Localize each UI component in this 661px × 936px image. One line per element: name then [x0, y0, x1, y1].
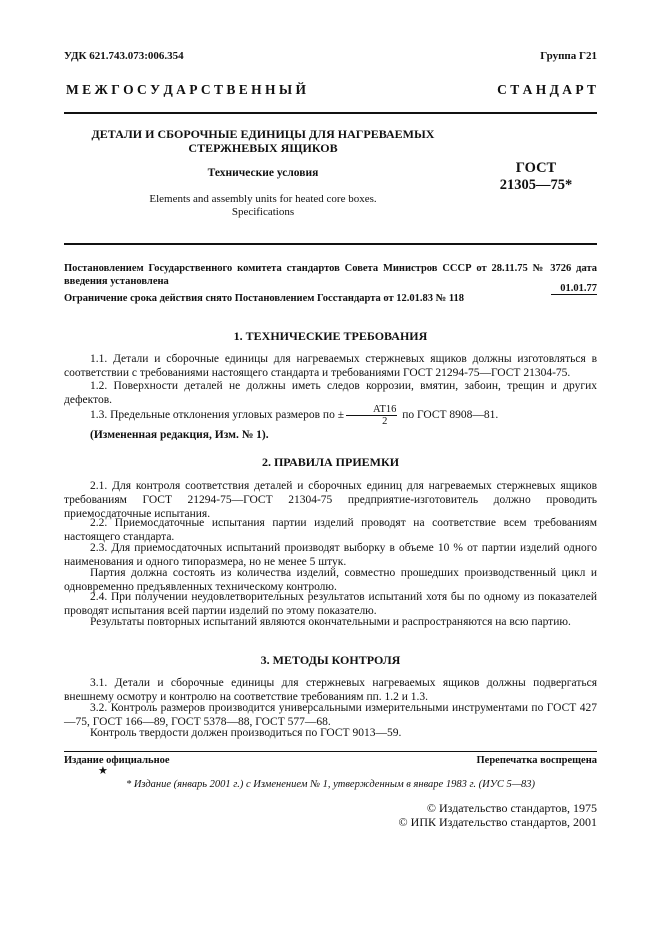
section-1-heading: 1. ТЕХНИЧЕСКИЕ ТРЕБОВАНИЯ	[233, 329, 428, 343]
paragraph-1-2: 1.2. Поверхности деталей не должны иметь следов коррозии, вмятин, забоин, трещин и других дефектов.	[64, 380, 597, 406]
paragraph-1-3-text: 1.3. Предельные отклонения угловых размеров по ±	[90, 409, 345, 422]
paragraph-2-3-batch: Партия должна состоять из количества изделий, совместно прошедших производственный цикл и одновременно предъявленных техническому контролю.	[64, 567, 597, 593]
paragraph-2-1: 2.1. Для контроля соответствия деталей и сборочных единиц для нагреваемых стержневых ящиков требованиям ГОСТ 21294-75—ГОСТ 21304-75 предприятие-изготовитель должно проводить приемосдаточные испытания.	[64, 480, 597, 520]
title-rule	[64, 243, 597, 245]
decree-text: Постановлением Государственного комитета стандартов Совета Министров СССР от 28.11.75 № 3726 дата введения установлена	[64, 263, 597, 288]
title-line-2: СТЕРЖНЕВЫХ ЯЩИКОВ	[188, 140, 338, 155]
standard-banner	[66, 82, 596, 98]
tolerance-fraction	[346, 404, 397, 427]
limit-removed: Ограничение срока действия снято Постановлением Госстандарта от 12.01.83 № 118	[64, 293, 464, 304]
paragraph-3-2-hardness: Контроль твердости должен производиться по ГОСТ 9013—59.	[90, 727, 402, 739]
banner-right: С Т А Н Д А Р Т	[497, 82, 596, 97]
paragraph-2-4-results: Результаты повторных испытаний являются окончательными и распространяются на всю партию.	[90, 616, 571, 628]
copyright-1975: © Издательство стандартов, 1975	[426, 801, 597, 815]
section-3-heading: 3. МЕТОДЫ КОНТРОЛЯ	[260, 653, 401, 667]
gost-label: ГОСТ	[515, 160, 557, 176]
paragraph-1-3-ref: по ГОСТ 8908—81.	[402, 409, 499, 422]
fraction-denominator: 2	[382, 416, 388, 428]
gost-designation	[486, 160, 586, 193]
english-title	[70, 193, 456, 219]
banner-left: М Е Ж Г О С У Д А Р С Т В Е Н Н Ы Й	[66, 82, 307, 97]
gost-number: 21305—75*	[499, 176, 573, 193]
english-line-2: Specifications	[231, 206, 295, 219]
paragraph-1-3	[64, 404, 597, 427]
title-line-1: ДЕТАЛИ И СБОРОЧНЫЕ ЕДИНИЦЫ ДЛЯ НАГРЕВАЕМЫХ	[91, 127, 435, 141]
document-subtitle: Технические условия	[207, 167, 319, 179]
paragraph-3-2: 3.2. Контроль размеров производится универсальными измерительными инструментами по ГОСТ 427—75, ГОСТ 166—89, ГОСТ 5378—88, ГОСТ 577—68.	[64, 702, 597, 728]
english-line-1: Elements and assembly units for heated core boxes.	[149, 193, 377, 205]
official-edition: Издание официальное	[64, 755, 170, 766]
fraction-numerator: AT16	[346, 404, 397, 416]
effective-date: 01.01.77	[560, 283, 597, 294]
paragraph-2-3: 2.3. Для приемосдаточных испытаний производят выборку в объеме 10 % от партии изделий одного наименования и одного типоразмера, но не менее 5 штук.	[64, 542, 597, 568]
star-icon: ★	[98, 765, 108, 777]
group-code: Группа Г21	[540, 50, 597, 62]
top-rule	[64, 112, 597, 114]
paragraph-3-1: 3.1. Детали и сборочные единицы для стержневых нагреваемых ящиков должны подвергаться внешнему осмотру и контролю на соответствие требованиям пп. 1.2 и 1.3.	[64, 677, 597, 703]
reprint-prohibited: Перепечатка воспрещена	[476, 755, 597, 766]
copyright-2001: © ИПК Издательство стандартов, 2001	[398, 815, 597, 829]
document-title	[70, 128, 456, 156]
edition-note: * Издание (январь 2001 г.) с Изменением № 1, утвержденным в январе 1983 г. (ИУС 5—83)	[125, 779, 536, 790]
section-2-heading: 2. ПРАВИЛА ПРИЕМКИ	[261, 455, 400, 469]
paragraph-2-4: 2.4. При получении неудовлетворительных результатов испытаний хотя бы по одному из показателей проводят испытания всей партии изделий по этому показателю.	[64, 591, 597, 617]
paragraph-1-1: 1.1. Детали и сборочные единицы для нагреваемых стержневых ящиков должны изготовляться в соответствии с требованиями настоящего стандарта и требованиями ГОСТ 21294-75—ГОСТ 21304-75.	[64, 353, 597, 379]
footer-rule	[64, 751, 597, 752]
paragraph-2-2: 2.2. Приемосдаточные испытания партии изделий проводят на соответствие всем требованиям настоящего стандарта.	[64, 517, 597, 543]
amendment-note: (Измененная редакция, Изм. № 1).	[90, 429, 269, 441]
udk-code: УДК 621.743.073:006.354	[64, 50, 184, 62]
